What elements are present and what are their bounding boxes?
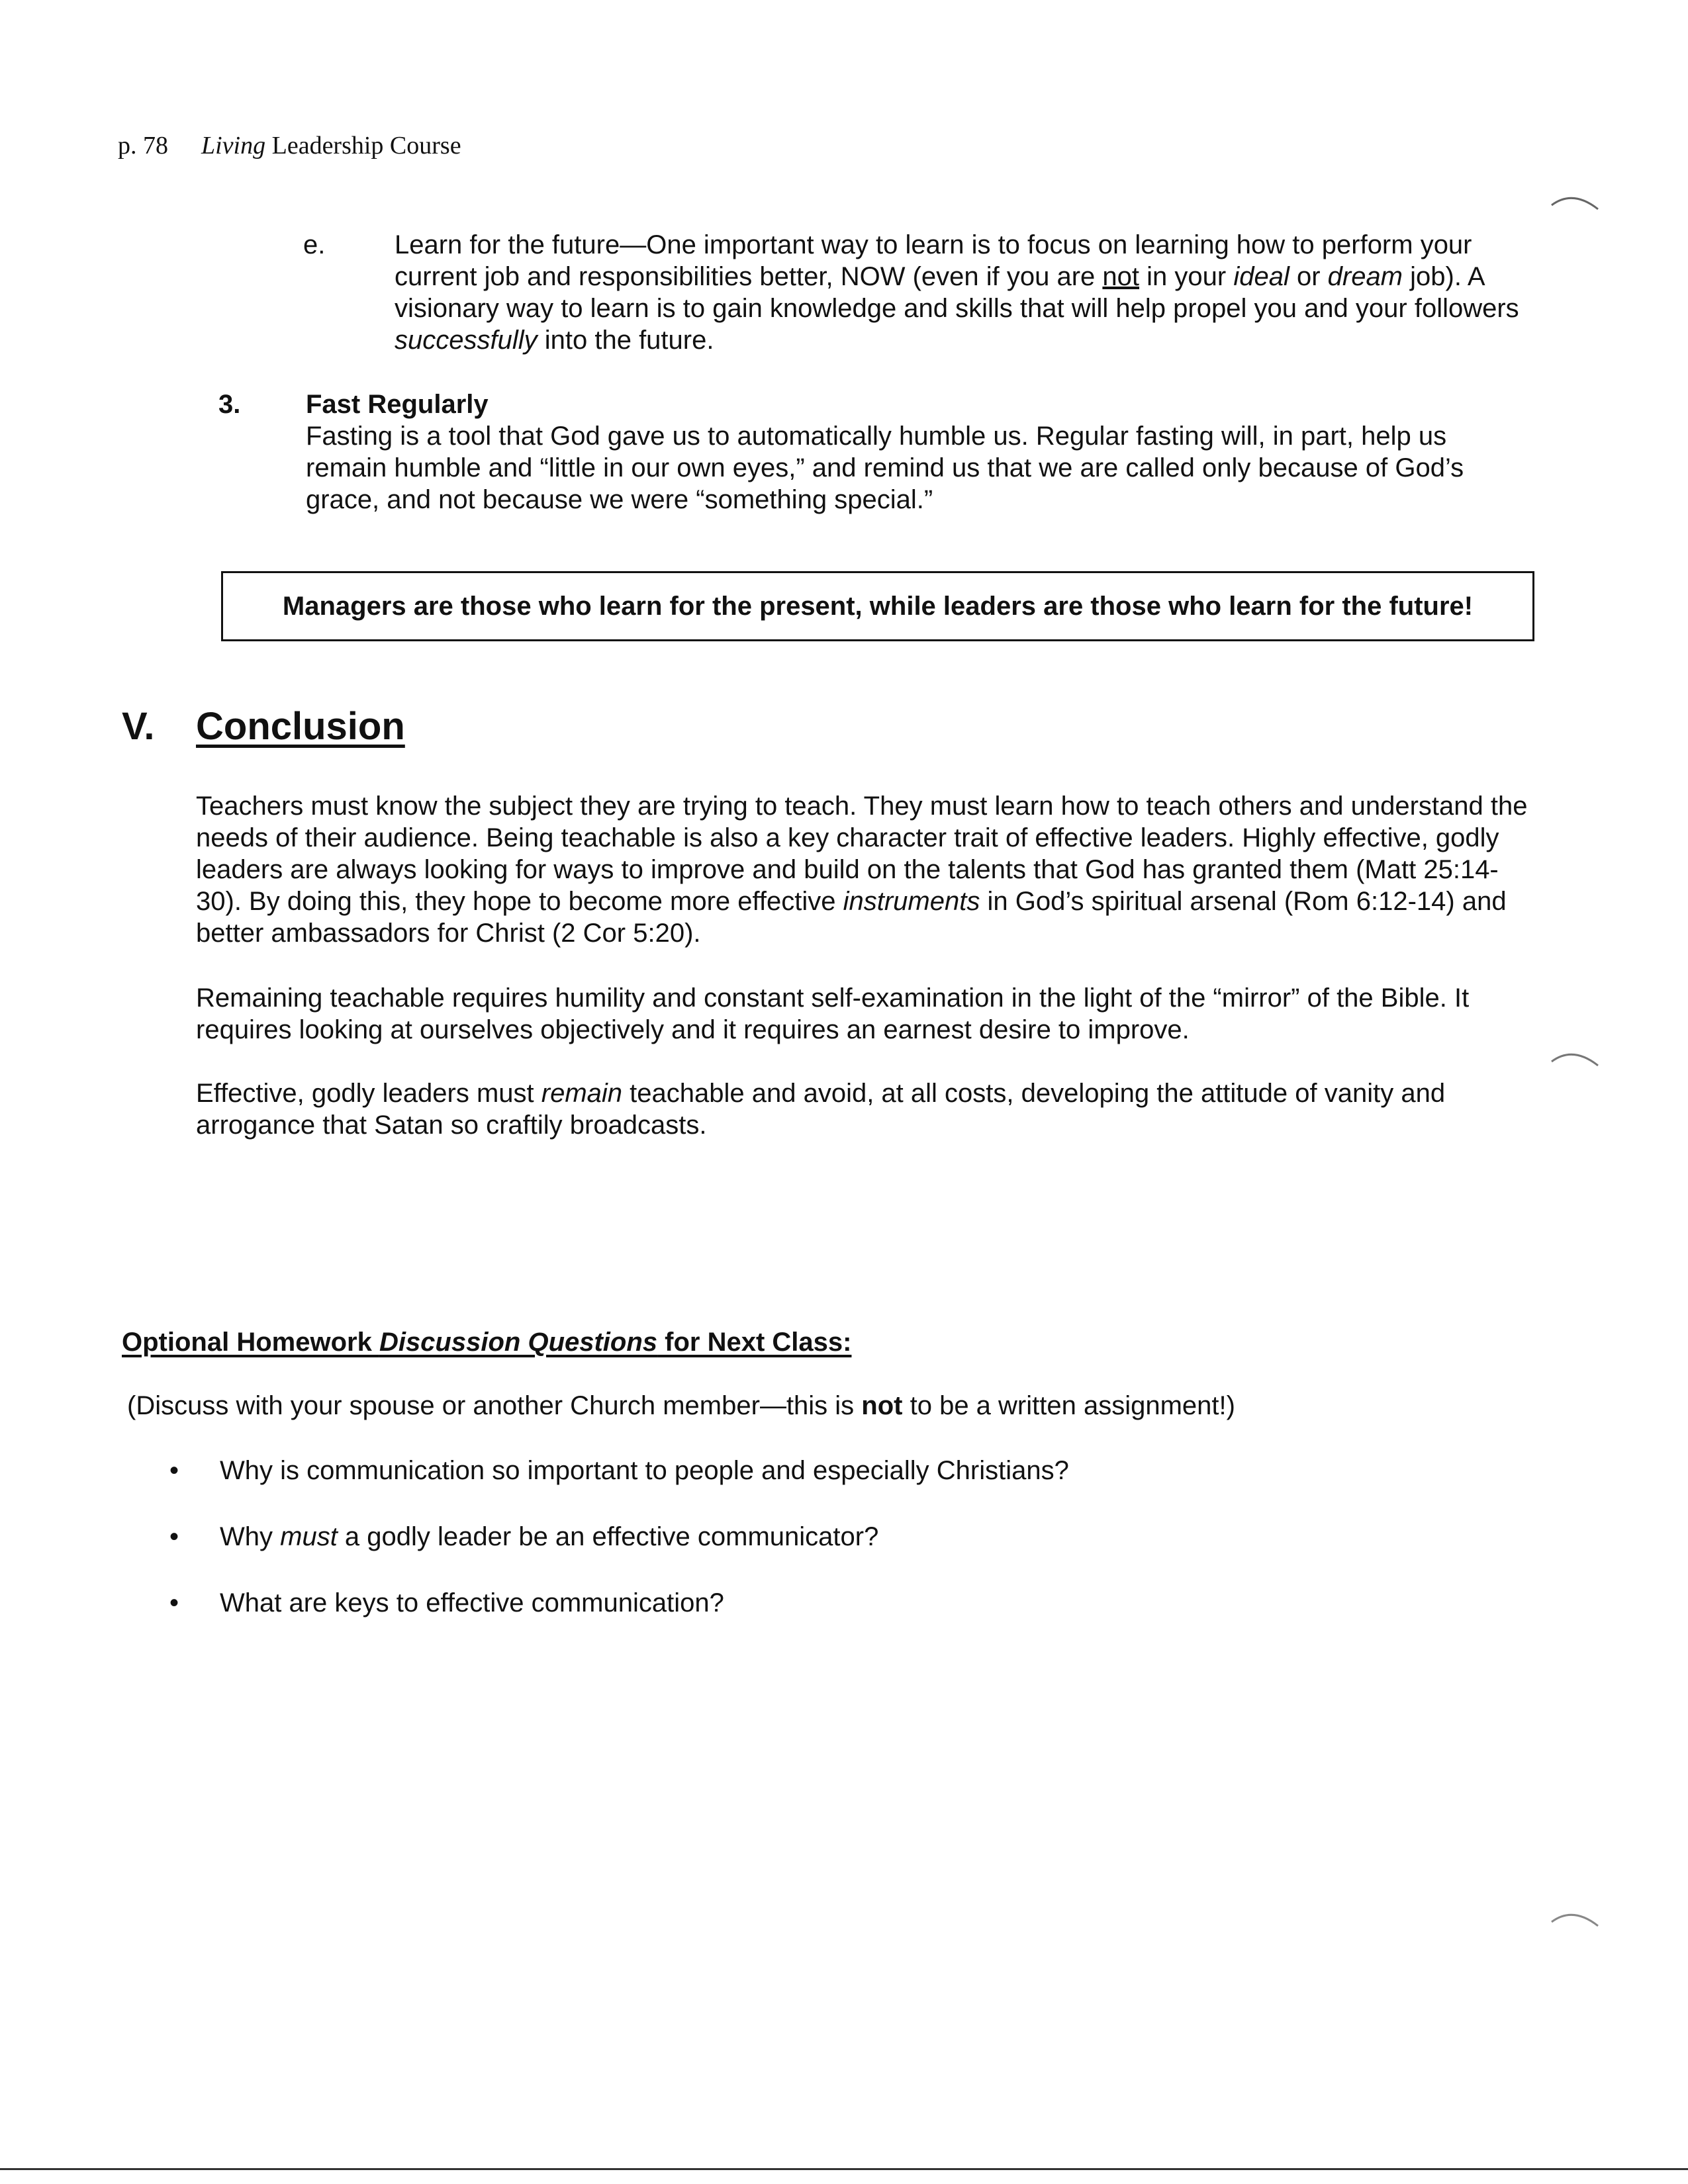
conclusion-italic: instruments — [843, 887, 980, 916]
conclusion-text-part: teachable and avoid, at all costs, developing the attitude of vanity and arrogance that Satan so craftily broadcasts. — [196, 1079, 1446, 1140]
bullet-icon: • — [169, 1588, 179, 1617]
page-number: p. 78 — [118, 132, 168, 159]
item-3-number: 3. — [218, 390, 241, 419]
question-text-part: Why — [220, 1522, 281, 1551]
callout-text: Managers are those who learn for the present, while leaders are those who learn for the future! — [282, 591, 1474, 621]
course-title-italic: Living — [201, 132, 266, 159]
item-3-heading: Fast Regularly — [306, 390, 489, 419]
conclusion-text-part: Teachers must know the subject they are trying to teach. They must learn how to teach others and understand the needs of their audience. Being teachable is also a key character trait of effective leaders. Highly effective, godly leaders are always looking for ways to improve and build on the talents that God has granted them (Matt 25:14-30). By doing this, they hope to become more effective — [196, 792, 1528, 916]
scan-edge-line — [0, 2168, 1688, 2170]
homework-title-part: for Next Class: — [657, 1328, 852, 1357]
callout-box — [221, 571, 1534, 641]
item-e-letter: e. — [303, 230, 326, 259]
section-title: Conclusion — [196, 705, 405, 748]
conclusion-paragraph-2: Remaining teachable requires humility and constant self-examination in the light of the “mirror” of the Bible. It requires looking at ourselves objectively and it requires an earnest desire to improve. — [196, 983, 1470, 1044]
conclusion-paragraph-1 — [196, 790, 1533, 949]
item-3-text: Fasting is a tool that God gave us to automatically humble us. Regular fasting will, in part, help us remain humble and “little in our own eyes,” and remind us that we are called only because of God’s grace, and not because we were “something special.” — [306, 422, 1464, 514]
homework-note — [127, 1390, 1235, 1422]
item-e-text — [395, 229, 1540, 356]
item-e-italic: ideal — [1233, 262, 1289, 291]
section-number: V. — [122, 705, 155, 748]
question-text: Why is communication so important to people and especially Christians? — [220, 1456, 1069, 1485]
item-e-text-part: in your — [1139, 262, 1234, 291]
item-e-italic: successfully — [395, 326, 538, 355]
conclusion-italic: remain — [541, 1079, 623, 1108]
hole-punch-mark-middle — [1549, 1046, 1602, 1072]
conclusion-text-part: Effective, godly leaders must — [196, 1079, 541, 1108]
homework-note-bold: not — [861, 1391, 903, 1420]
course-title: Leadership Course — [271, 132, 461, 159]
conclusion-paragraph-3 — [196, 1077, 1533, 1141]
homework-note-part: (Discuss with your spouse or another Church member—this is — [127, 1391, 862, 1420]
item-e-underline: not — [1102, 262, 1140, 291]
question-text — [220, 1521, 878, 1553]
homework-title — [122, 1328, 851, 1357]
bullet-icon: • — [169, 1456, 179, 1485]
conclusion-text-part: in God’s spiritual arsenal (Rom 6:12-14) and better ambassadors for Christ (2 Cor 5:20). — [196, 887, 1507, 948]
item-e-text-part: into the future. — [537, 326, 714, 355]
page-header — [118, 131, 461, 160]
hole-punch-mark-bottom — [1549, 1906, 1602, 1933]
item-e-text-part: job). A visionary way to learn is to gain knowledge and skills that will help propel you and your followers — [395, 262, 1519, 323]
question-text: What are keys to effective communication? — [220, 1588, 724, 1617]
homework-title-part: Optional Homework — [122, 1328, 379, 1357]
question-text-part: a godly leader be an effective communicator? — [337, 1522, 879, 1551]
hole-punch-mark-top — [1549, 189, 1602, 216]
bullet-icon: • — [169, 1522, 179, 1551]
item-e-text-part: Learn for the future—One important way to learn is to focus on learning how to perform your current job and responsibilities better, NOW (even if you are — [395, 230, 1472, 291]
homework-title-italic: Discussion Questions — [379, 1328, 658, 1357]
item-e-italic: dream — [1327, 262, 1403, 291]
homework-note-part: to be a written assignment!) — [902, 1391, 1235, 1420]
question-italic: must — [280, 1522, 338, 1551]
item-e-text-part: or — [1289, 262, 1328, 291]
